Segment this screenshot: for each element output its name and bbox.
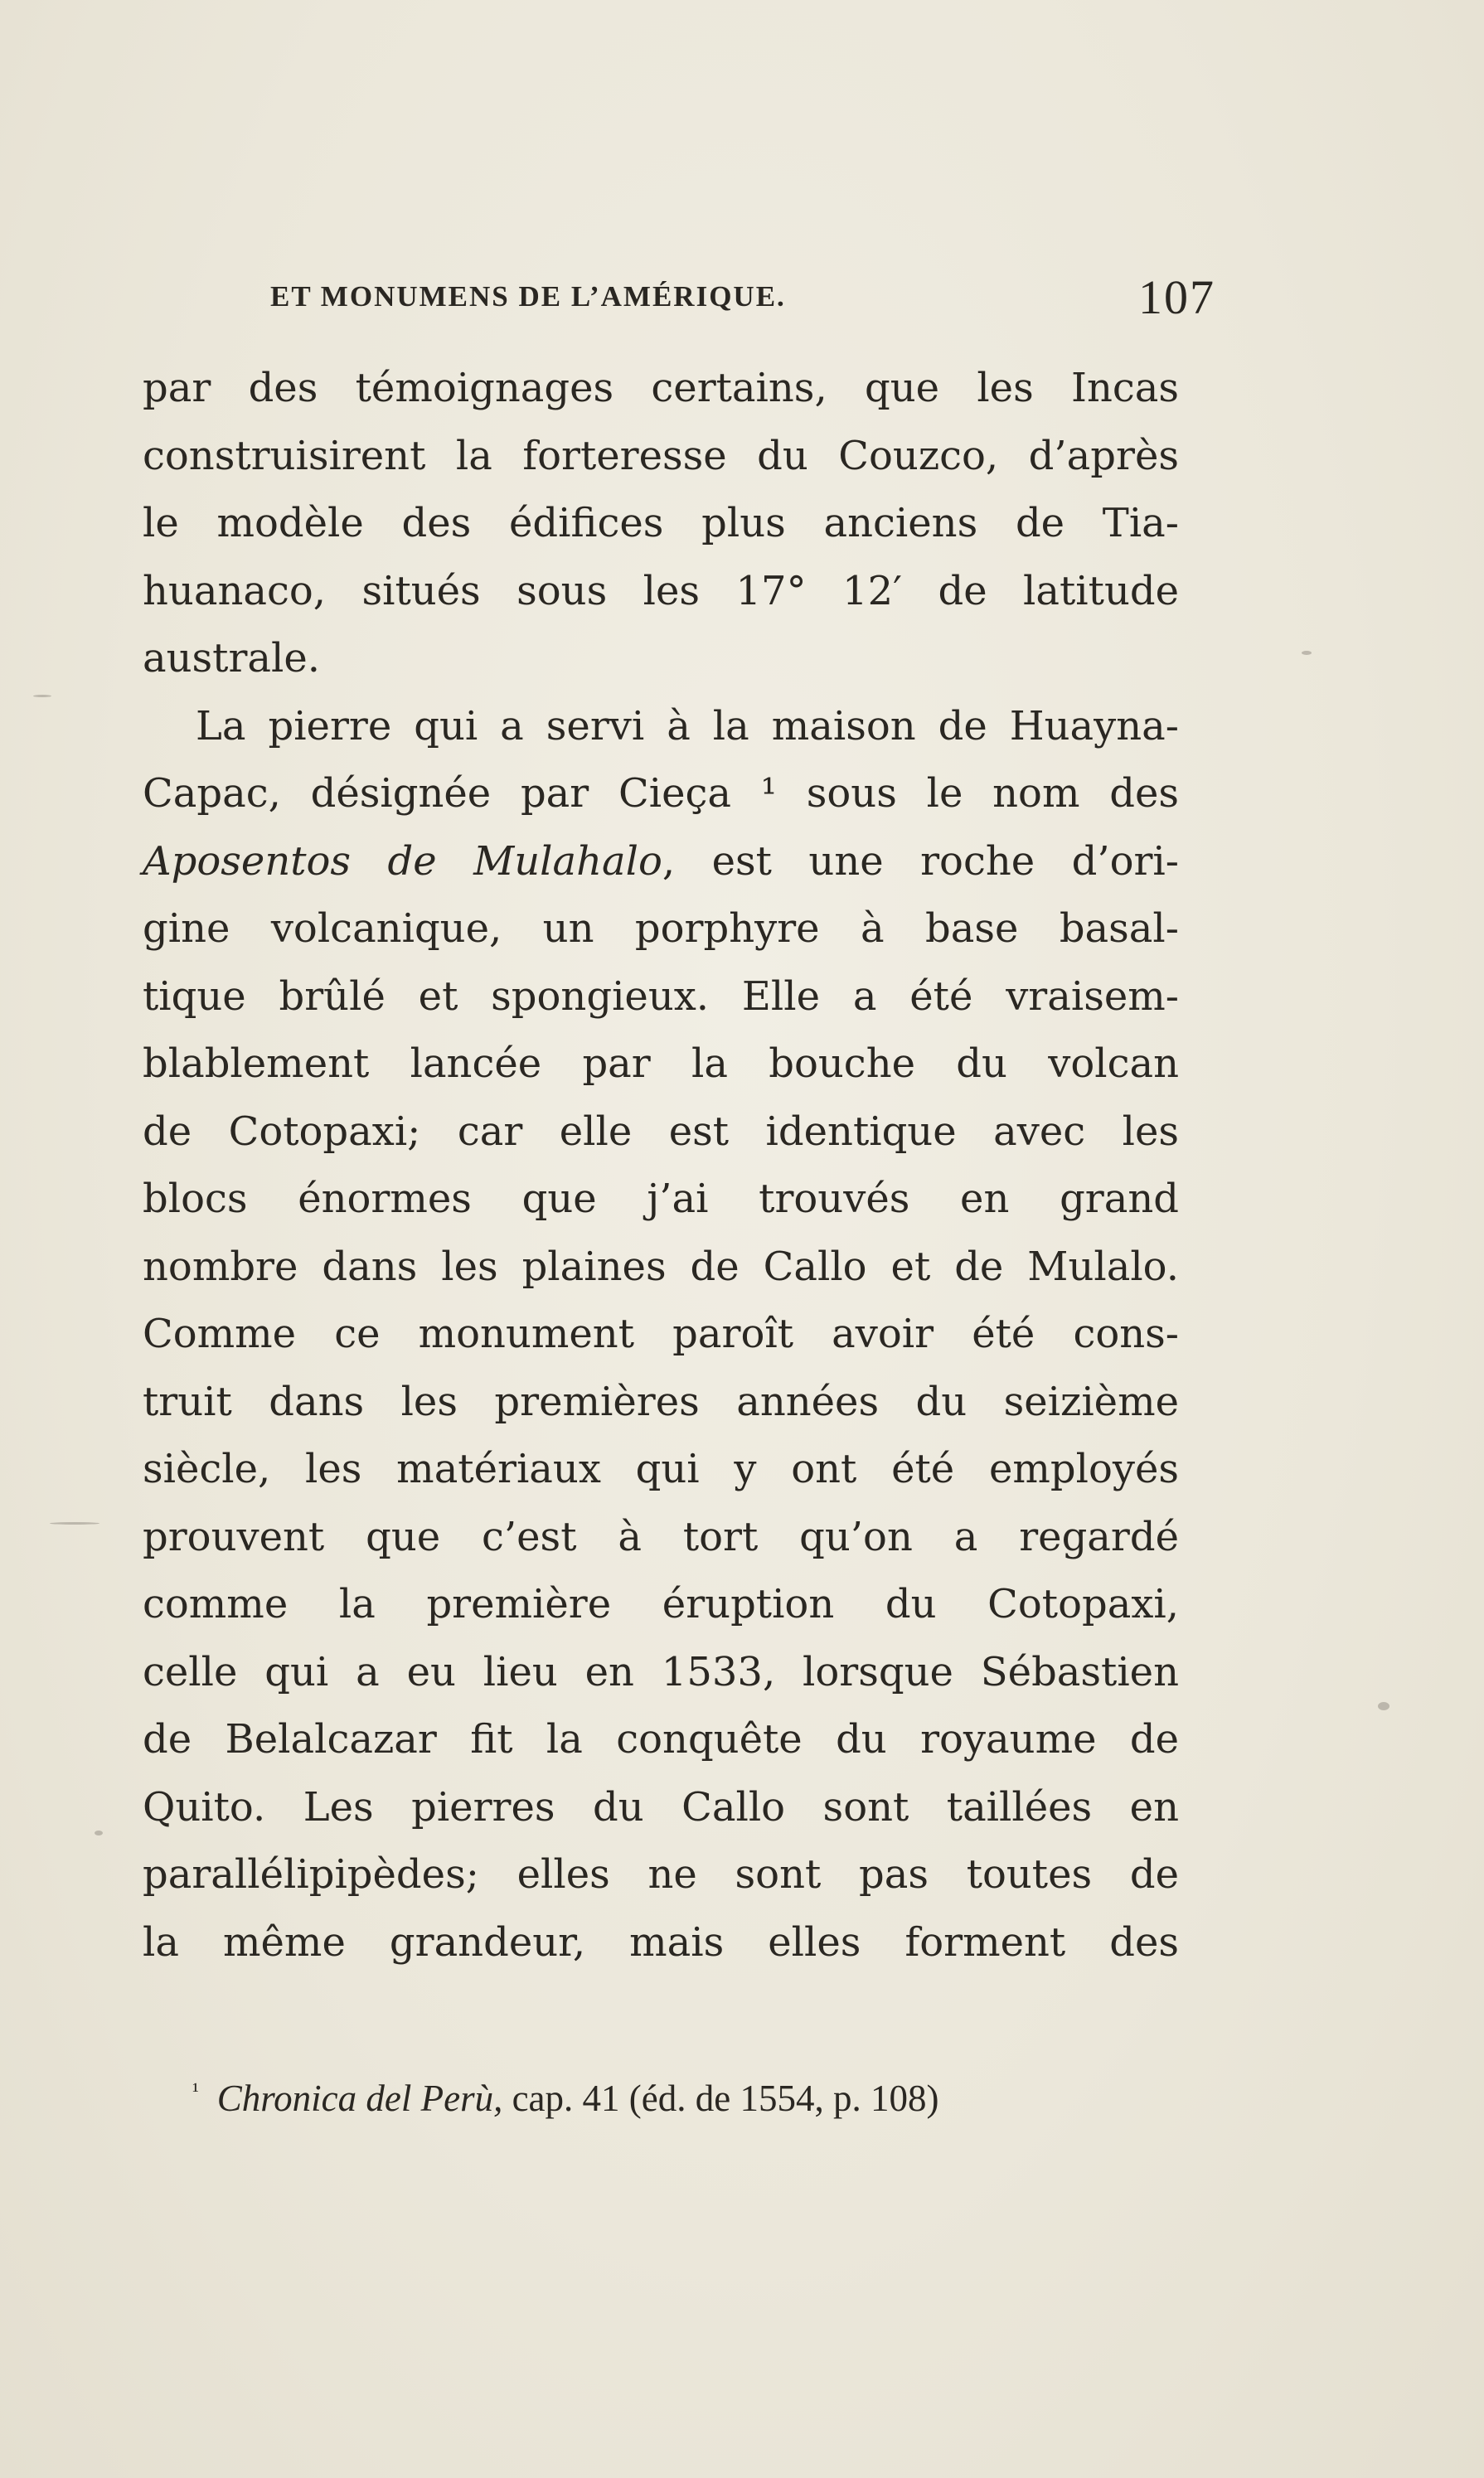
text-line: Quito. Les pierres du Callo sont taillées en xyxy=(143,1783,1179,1831)
text-line: Capac, désignée par Cieça ¹ sous le nom des xyxy=(143,770,1179,817)
text-line: truit dans les premières années du seizième xyxy=(143,1378,1179,1425)
text-line: construisirent la forteresse du Couzco, d’après xyxy=(143,432,1179,479)
paper-speck xyxy=(50,1522,99,1525)
text-line: blablement lancée par la bouche du volcan xyxy=(143,1040,1179,1087)
text-line: La pierre qui a servi à la maison de Huayna- xyxy=(196,702,1179,749)
running-head xyxy=(270,264,1215,330)
text-line: nombre dans les plaines de Callo et de Mulalo. xyxy=(143,1243,1179,1290)
italic-phrase: Aposentos de Mulahalo xyxy=(143,837,662,885)
footnote-title: Chronica del Perù, xyxy=(216,2078,503,2119)
text-line: huanaco, situés sous les 17° 12′ de latitude xyxy=(143,567,1179,614)
text-line: de Belalcazar fit la conquête du royaume de xyxy=(143,1716,1179,1763)
text-line: australe. xyxy=(143,635,321,681)
text-line: Comme ce monument paroît avoir été cons- xyxy=(143,1311,1179,1357)
text-line: celle qui a eu lieu en 1533, lorsque Sébastien xyxy=(143,1648,1179,1695)
text-line: siècle, les matériaux qui y ont été employés xyxy=(143,1446,1179,1492)
paper-speck xyxy=(33,695,51,697)
text-line: blocs énormes que j’ai trouvés en grand xyxy=(143,1176,1179,1222)
text-line: de Cotopaxi; car elle est identique avec les xyxy=(143,1108,1179,1155)
footnote-marker: ¹ xyxy=(192,2078,199,2102)
paper-speck xyxy=(95,1831,103,1835)
running-title: ET MONUMENS DE L’AMÉRIQUE. xyxy=(270,280,786,313)
text-line: par des témoignages certains, que les Incas xyxy=(143,365,1179,411)
page-number: 107 xyxy=(1138,269,1215,324)
paper-speck xyxy=(1302,651,1312,655)
text-line: la même grandeur, mais elles forment des xyxy=(143,1918,1179,1966)
paper-speck xyxy=(1378,1702,1389,1710)
text-line: le modèle des édifices plus anciens de Tia- xyxy=(143,500,1179,546)
text-line-italic: Aposentos de Mulahalo, est une roche d’ori- xyxy=(143,837,1179,885)
text-line: tique brûlé et spongieux. Elle a été vraisem- xyxy=(143,972,1179,1020)
text-line: parallélipipèdes; elles ne sont pas toutes de xyxy=(143,1851,1179,1898)
footnote xyxy=(192,2077,1179,2120)
footnote-citation: cap. 41 (éd. de 1554, p. 108) xyxy=(512,2078,939,2119)
body-text xyxy=(143,355,1179,1976)
text-line: comme la première éruption du Cotopaxi, xyxy=(143,1581,1179,1627)
text-line: prouvent que c’est à tort qu’on a regardé xyxy=(143,1513,1179,1560)
text-line: gine volcanique, un porphyre à base basal- xyxy=(143,905,1179,952)
